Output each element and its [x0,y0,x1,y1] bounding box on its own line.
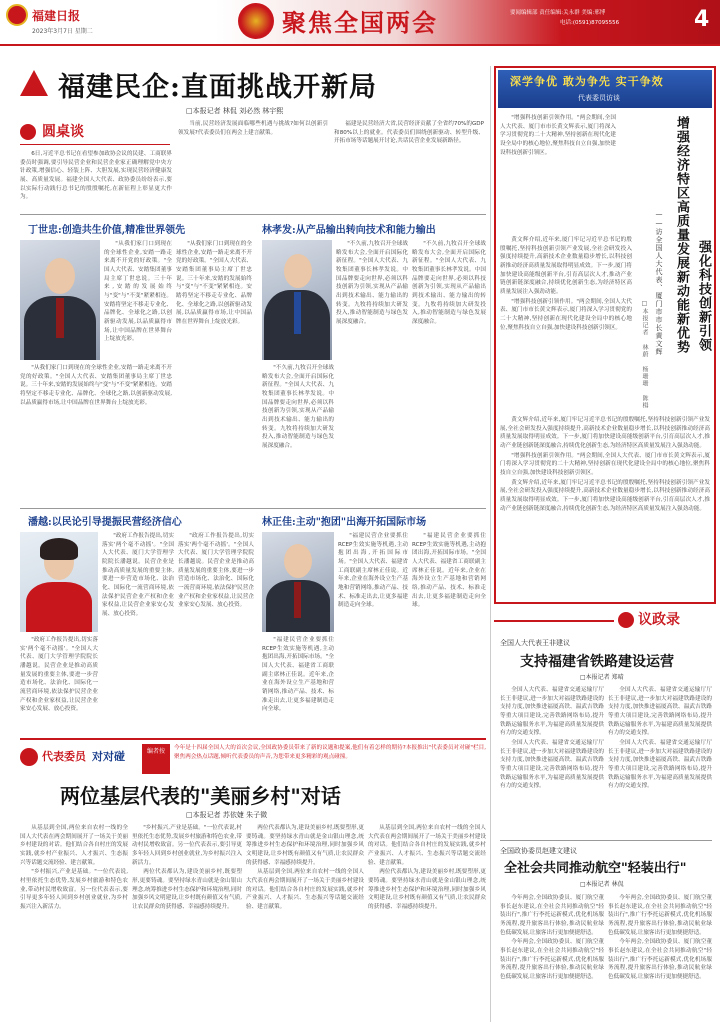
photo-linzj [262,532,334,632]
intro-text-2: 当前,民营经济发展面临哪些机遇与挑战?如何以创新引领发展?代表委员们在两会上建言献策。 [178,121,328,136]
issue-date: 2023年3月7日 星期二 [32,28,93,35]
roundtable-label-text: 圆桌谈 [42,124,84,140]
main-article-byline: □本报记者 林侃 刘必然 林宇熙 [186,107,284,115]
proposal-2-title: 全社会共同推动航空"轻装出行" [504,861,687,876]
editor-note-label: 编者按 [142,744,170,774]
delegates-text-3: 两位代表都认为,建设美丽乡村,既要塑形,更要铸魂。要坚持绿水青山就是金山银山理念,统筹推进乡村生态保护和环境治理,同时加强乡风文明建设,让乡村既有颜值又有气质,让农民群众的获得感、幸福感持续提升。 从基层到全国,两位来自农村一线的全国人大代表在两会期间展开了一场关于美丽乡村建设的对话。他们结合各自村庄的发展实践,就乡村产业振兴、人才振兴、生态振兴等话题交流经验、建言献策。 [246,825,364,910]
masthead-rule [0,44,720,46]
panelist-title-ding: 丁世忠:创造共生价值,精准世界领先 [28,225,186,236]
proposal-1-kicker: 全国人大代表王非建议 [500,639,570,647]
proposal-2-text: 今年两会,全国政协委员、厦门航空董事长赵东建议,在全社会共同推动航空"轻装出行",推广行李托运新模式,优化机场服务流程,提升旅客出行体验,推动民航业绿色低碳发展,让旅客出行更加便捷舒适。 今年两会,全国政协委员、厦门航空董事长赵东建议,在全社会共同推动航空"轻装出行",推广行李托运新模式,优化机场服务流程,提升旅客出行体验,推动民航业绿色低碳发展,让旅客出行更加便捷舒适。 [500,895,604,980]
delegates-title: 两位基层代表的"美丽乡村"对话 [60,784,341,808]
sidebar-vertical-title-2: 增强经济特区高质量发展新动能新优势 [674,116,689,354]
proposal-1-byline: □本报记者 郑晴 [580,674,624,681]
delegates-text-1: 从基层到全国,两位来自农村一线的全国人大代表在两会期间展开了一场关于美丽乡村建设的对话。他们结合各自村庄的发展实践,就乡村产业振兴、人才振兴、生态振兴等话题交流经验、建言献策。 "乡村振兴,产业是基础。"一位代表说,村里依托生态优势,发展乡村旅游和特色农业,带动村民增收致富。另一位代表表示,要引导更多年轻人回到乡村创业就业,为乡村振兴注入新活力。 [20,825,128,910]
delegates-label-text-2: 对对碰 [92,750,125,763]
intro-text: 6日,习近平总书记在看望参加政协会议的民建、工商联界委员时强调,要引导民营企业和民营企业家正确理解党中央方针政策,增强信心、轻装上阵、大胆发展,实现民营经济健康发展、高质量发展。福建全国人大代表、政协委员纷纷表示,要以实际行动践行总书记的殷殷嘱托,在新征程上彰显更大作为。 [20,151,172,201]
panelist-text-linzj-3: "福建民营企业要抓住RCEP生效实施等机遇,主动抱团出海,开拓国际市场。"全国人大代表、福建省工商联副主席林正佳说。近年来,企业在海外设立生产基地和营销网络,推动产品、技术、标准走出去,让更多福建制造走向全球。 [412,533,486,609]
sidebar-vertical-title-1: 强化科技创新引领 [696,240,711,352]
proposal-1-text: 全国人大代表、福建省交通运输厅厅长王非建议,进一步加大对福建铁路建设的支持力度,加快推进福厦高铁、温武吉铁路等重大项目建设,完善铁路网络布局,提升铁路运输服务水平,为福建高质量发展提供有力的交通支撑。 全国人大代表、福建省交通运输厅厅长王非建议,进一步加大对福建铁路建设的支持力度,加快推进福厦高铁、温武吉铁路等重大项目建设,完善铁路网络布局,提升铁路运输服务水平,为福建高质量发展提供有力的交通支撑。 [500,687,604,790]
photo-lin [262,240,332,360]
panelist-text-ding-3: "从我们家门口到现在的全球性企业,安踏一路走来离不开党的好政策。"全国人大代表、安踏集团董事局主席丁世忠说。三十年来,安踏的发展始终与"变"与"不变"紧紧相连。安踏将坚定不移走专业化、品牌化、全球化之路,以创新驱动发展,以品质赢得市场,让中国品牌在世界舞台上绽放光彩。 [176,241,252,325]
delegates-label [20,744,134,770]
proposal-2-byline: □本报记者 林侃 [580,881,624,888]
roundtable-label [20,122,102,142]
masthead [0,0,720,44]
divider-proposals [500,840,712,841]
proposal-1-title: 支持福建省铁路建设运营 [520,654,674,670]
national-emblem-icon [238,3,274,39]
main-title-icon [20,70,52,106]
proposal-1-text-2: 全国人大代表、福建省交通运输厅厅长王非建议,进一步加大对福建铁路建设的支持力度,加快推进福厦高铁、温武吉铁路等重大项目建设,完善铁路网络布局,提升铁路运输服务水平,为福建高质量发展提供有力的交通支撑。 全国人大代表、福建省交通运输厅厅长王非建议,进一步加大对福建铁路建设的支持力度,加快推进福厦高铁、温武吉铁路等重大项目建设,完善铁路网络布局,提升铁路运输服务水平,为福建高质量发展提供有力的交通支撑。 [608,687,712,790]
sidebar-banner-sub: 代表委员访谈 [578,94,620,102]
main-article-title: 福建民企:直面挑战开新局 [58,72,377,103]
sidebar-text-3: 黄文辉介绍,近年来,厦门牢记习近平总书记的殷殷嘱托,坚持科技创新引领产业发展,全社会研发投入强度持续提升,高新技术企业数量稳步增长,以科技创新推动经济高质量发展取得明显成效。下一步,厦门将加快建设高能级创新平台,引育高层次人才,推动产业链创新链深度融合,持续优化创新生态,为经济特区高质量发展注入强劲动能。 "增强科技创新引领作用。"两会期间,全国人大代表、厦门市市长黄文辉表示,厦门将深入学习贯彻党的二十大精神,坚持创新在现代化建设全局中的核心地位,聚焦科技自立自强,加快建设科技创新引领区。 黄文辉介绍,近年来,厦门牢记习近平总书记的殷殷嘱托,坚持科技创新引领产业发展,全社会研发投入强度持续提升,高新技术企业数量稳步增长,以科技创新推动经济高质量发展取得明显成效。下一步,厦门将加快建设高能级创新平台,引育高层次人才,推动产业链创新链深度融合,持续优化创新生态,为经济特区高质量发展注入强劲动能。 [500,417,710,512]
paper-name: 福建日报 [32,9,81,23]
proposal-2-kicker: 全国政协委员赵建文建议 [500,847,577,855]
panelist-text-pan: "政府工作报告提出,切实落实'两个毫不动摇'。"全国人大代表、厦门大学管理学院院长潘越说。民营企业是推动高质量发展的重要主体,要进一步营造市场化、法治化、国际化一流营商环境,依法保护民营企业产权和企业家权益,让民营企业家安心发展、放心投资。 [20,637,98,713]
column-divider [490,66,491,1022]
sidebar-vertical-byline: □本报记者 林蔚 杨珊珊 陈楫 [641,300,648,409]
proposals-label: 议政录 [638,612,680,628]
delegates-label-text: 代表委员 [42,750,86,763]
sidebar-text-1: "增强科技创新引领作用。"两会期间,全国人大代表、厦门市市长黄文辉表示,厦门将深入学习贯彻党的二十大精神,坚持创新在现代化建设全局中的核心地位,聚焦科技自立自强,加快建设科技创新引领区。 [500,115,616,156]
panelist-text-linzj: "福建民营企业要抓住RCEP生效实施等机遇,主动抱团出海,开拓国际市场。"全国人大代表、福建省工商联副主席林正佳说。近年来,企业在海外设立生产基地和营销网络,推动产品、技术、标准走出去,让更多福建制造走向全球。 [338,533,408,609]
editors-phone: 电话:(0591)87095556 [560,20,620,26]
divider-top [20,214,486,215]
divider-mid [20,508,486,509]
sidebar-banner [498,70,712,108]
sidebar-text-2: 黄文辉介绍,近年来,厦门牢记习近平总书记的殷殷嘱托,坚持科技创新引领产业发展,全社会研发投入强度持续提升,高新技术企业数量稳步增长,以科技创新推动经济高质量发展取得明显成效。下一步,厦门将加快建设高能级创新平台,引育高层次人才,推动产业链创新链深度融合,持续优化创新生态,为经济特区高质量发展注入强劲动能。 "增强科技创新引领作用。"两会期间,全国人大代表、厦门市市长黄文辉表示,厦门将深入学习贯彻党的二十大精神,坚持创新在现代化建设全局中的核心地位,聚焦科技自立自强,加快建设科技创新引领区。 [500,237,632,331]
panelist-text-linzj-2: "福建民营企业要抓住RCEP生效实施等机遇,主动抱团出海,开拓国际市场。"全国人大代表、福建省工商联副主席林正佳说。近年来,企业在海外设立生产基地和营销网络,推动产品、技术、标准走出去,让更多福建制造走向全球。 [262,637,334,713]
delegates-text-2: "乡村振兴,产业是基础。"一位代表说,村里依托生态优势,发展乡村旅游和特色农业,带动村民增收致富。另一位代表表示,要引导更多年轻人回到乡村创业就业,为乡村振兴注入新活力。 两位代表都认为,建设美丽乡村,既要塑形,更要铸魂。要坚持绿水青山就是金山银山理念,统筹推进乡村生态保护和环境治理,同时加强乡风文明建设,让乡村既有颜值又有气质,让农民群众的获得感、幸福感持续提升。 [132,825,242,910]
intro-text-3: 福建是民营经济大省,民营经济贡献了全省约70%的GDP和80%以上的就业。代表委员们围绕创新驱动、转型升级、开拓市场等话题展开讨论,共话民营企业发展新路径。 [334,121,484,145]
editor-note: 今年是十四届全国人大的首次会议,全国政协委员带来了新的议题和提案,他们有着怎样的期待?本报推出"代表委员对对碰"栏目,聚焦两会热点话题,倾听代表委员的声音,为您带来更多精彩的观点碰撞。 [174,745,486,760]
panelist-title-linzj: 林正佳:主动"抱团"出海开拓国际市场 [262,517,427,528]
delegates-byline: □本报记者 苏依婕 朱子微 [186,811,268,819]
panelist-text-ding-2: "从我们家门口到现在的全球性企业,安踏一路走来离不开党的好政策。"全国人大代表、安踏集团董事局主席丁世忠说。三十年来,安踏的发展始终与"变"与"不变"紧紧相连。安踏将坚定不移走专业化、品牌化、全球化之路,以创新驱动发展,以品质赢得市场,让中国品牌在世界舞台上绽放光彩。 [20,365,172,406]
panelist-text-ding: "从我们家门口到现在的全球性企业,安踏一路走来离不开党的好政策。"全国人大代表、安踏集团董事局主席丁世忠说。三十年来,安踏的发展始终与"变"与"不变"紧紧相连。安踏将坚定不移走专业化、品牌化、全球化之路,以创新驱动发展,以品质赢得市场,让中国品牌在世界舞台上绽放光彩。 [104,241,172,343]
panelist-text-lin-2: "不久前,九牧召开全球战略发布大会,全面开启国际化新征程。"全国人大代表、九牧集团董事长林孝发说。中国品牌要走向世界,必须以科技创新为引领,实现从产品输出到技术输出、能力输出的转变。九牧将持续加大研发投入,推动智能制造与绿色发展深度融合。 [262,365,334,449]
panelist-text-lin: "不久前,九牧召开全球战略发布大会,全面开启国际化新征程。"全国人大代表、九牧集团董事长林孝发说。中国品牌要走向世界,必须以科技创新为引领,实现从产品输出到技术输出、能力输出的转变。九牧将持续加大研发投入,推动智能制造与绿色发展深度融合。 [336,241,408,325]
delegates-text-4: 从基层到全国,两位来自农村一线的全国人大代表在两会期间展开了一场关于美丽乡村建设的对话。他们结合各自村庄的发展实践,就乡村产业振兴、人才振兴、生态振兴等话题交流经验、建言献策。 两位代表都认为,建设美丽乡村,既要塑形,更要铸魂。要坚持绿水青山就是金山银山理念,统筹推进乡村生态保护和环境治理,同时加强乡风文明建设,让乡村既有颜值又有气质,让农民群众的获得感、幸福感持续提升。 [368,825,486,910]
panelist-title-pan: 潘越:以民论引导提振民营经济信心 [28,517,182,528]
roundtable-rule [20,144,170,145]
panelist-text-lin-3: "不久前,九牧召开全球战略发布大会,全面开启国际化新征程。"全国人大代表、九牧集团董事长林孝发说。中国品牌要走向世界,必须以科技创新为引领,实现从产品输出到技术输出、能力输出的转变。九牧将持续加大研发投入,推动智能制造与绿色发展深度融合。 [412,241,486,325]
panelist-text-pan-3: "政府工作报告提出,切实落实'两个毫不动摇'。"全国人大代表、厦门大学管理学院院长潘越说。民营企业是推动高质量发展的重要主体,要进一步营造市场化、法治化、国际化一流营商环境,依法保护民营企业产权和企业家权益,让民营企业家安心发展、放心投资。 [178,533,254,609]
page-number: 4 [694,7,710,32]
delegates-rule [20,738,486,740]
photo-pan [20,532,98,632]
editors-line: 要闻编辑部 责任编辑:关永群 美编:邢博 [510,10,606,16]
party-emblem-icon [6,4,28,26]
panelist-title-lin: 林孝发:从产品输出转向技术和能力输出 [262,225,436,236]
sidebar-banner-text: 深学争优 敢为争先 实干争效 [510,75,664,88]
proposals-header [494,610,716,632]
sidebar-vertical-sub: ——访全国人大代表、厦门市市长黄文辉 [655,210,663,356]
panelist-text-pan-2: "政府工作报告提出,切实落实'两个毫不动摇'。"全国人大代表、厦门大学管理学院院长潘越说。民营企业是推动高质量发展的重要主体,要进一步营造市场化、法治化、国际化一流营商环境,依法保护民营企业产权和企业家权益,让民营企业家安心发展、放心投资。 [102,533,174,617]
proposal-2-text-2: 今年两会,全国政协委员、厦门航空董事长赵东建议,在全社会共同推动航空"轻装出行",推广行李托运新模式,优化机场服务流程,提升旅客出行体验,推动民航业绿色低碳发展,让旅客出行更加便捷舒适。 今年两会,全国政协委员、厦门航空董事长赵东建议,在全社会共同推动航空"轻装出行",推广行李托运新模式,优化机场服务流程,提升旅客出行体验,推动民航业绿色低碳发展,让旅客出行更加便捷舒适。 [608,895,712,980]
photo-ding [20,240,100,360]
section-title: 聚焦全国两会 [282,8,438,37]
